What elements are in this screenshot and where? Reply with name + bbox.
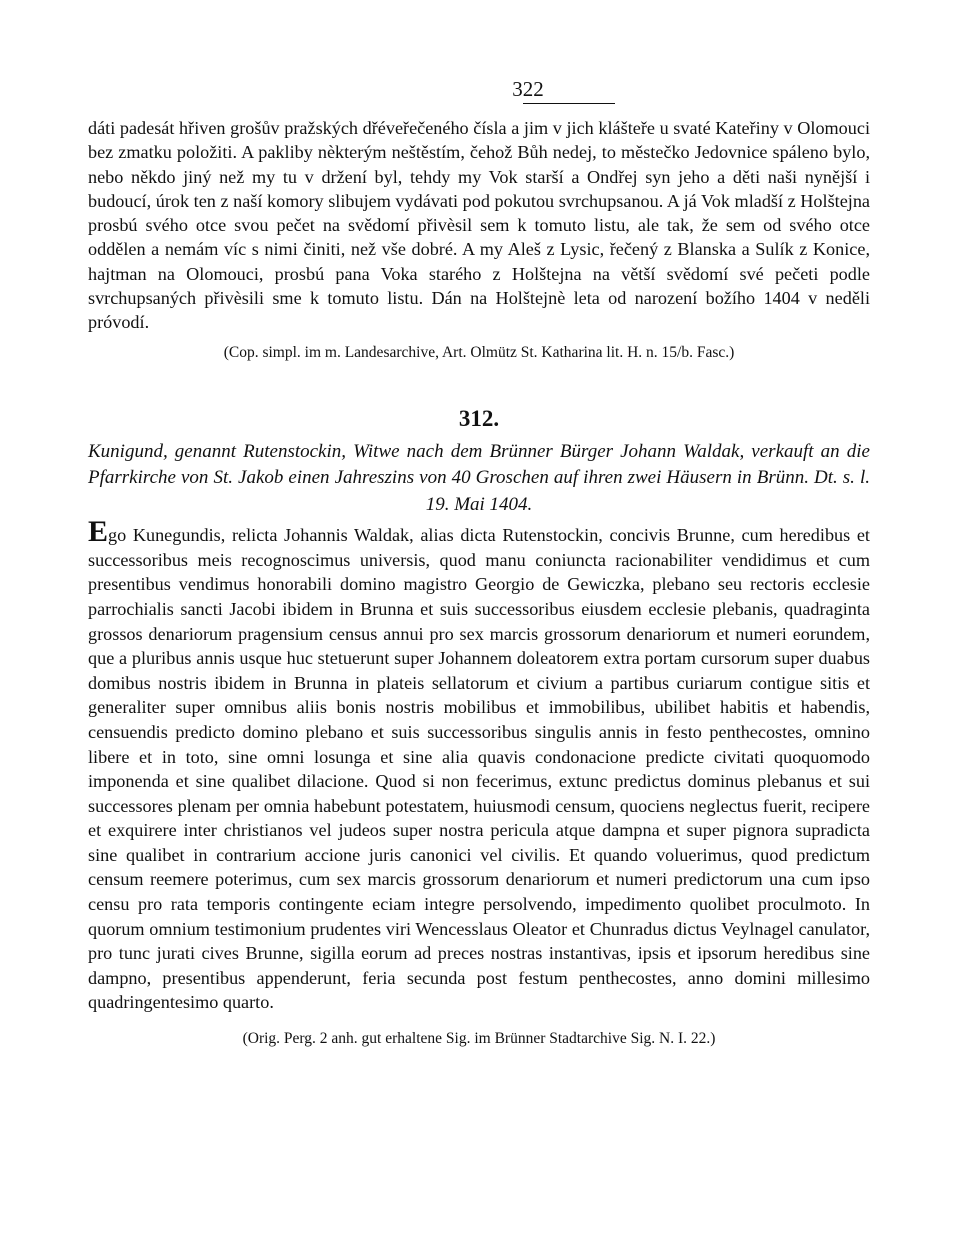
document-page xyxy=(88,76,870,1049)
page-number-rule xyxy=(523,103,615,104)
document-regest: Kunigund, genannt Rutenstockin, Witwe nach dem Brünner Bürger Johann Waldak, verkauft an die Pfarrkirche von St. Jakob einen Jahreszins von 40 Groschen auf ihren zwei Häusern in Brünn. Dt. s. l. 19. Mai 1404. xyxy=(88,440,870,515)
document-body xyxy=(88,515,870,1015)
document-number: 312. xyxy=(458,405,500,431)
document-body-text: go Kunegundis, relicta Johannis Waldak, alias dicta Rutenstockin, concivis Brunne, cum heredibus et successoribus meis recognoscimus universis, quod manu coniuncta racionabiliter vendidimus et cum presentibus vendimus honorabili domino magistro Georgio de Gewiczka, plebano seu rectoris ecclesie parrochialis sancti Jacobi ibidem in Brunna et suis successoribus eiusdem ecclesie plebanis, quadraginta grossos denariorum pragensium census annui pro sex marcis grossorum denariorum et numeri eorundem, que a pluribus annis usque huc stetuerunt super Johannem doleatorem extra portam cursorum super duabus domibus nostris ibidem in Brunna in plateis sellatorum et civium a partibus curiarum contigue sitis et generaliter super omnibus aliis bonis nostris mobilibus et immobilibus, ubilibet habitis et habendis, censuendis predicto domino plebano et suis successoribus singulis annis in festo penthecostes, omnino libere et in toto, sine omni losunga et sine alia quavis condonacione predicte civitati quoquomodo imponenda et sine qualibet dilacione. Quod si non fecerimus, extunc predictus dominus plebanus et sui successores plenam per omnia habebunt potestatem, huiusmodi censum, quociens neglectus fuerit, recipere et exquirere inter christianos vel judeos super nostra pericula atque dampna et super pignora supradicta sine qualibet in contrarium accione juris canonici vel civilis. Et quando voluerimus, quod predictum censum reemere poterimus, cum sex marcis grossorum denariorum et numeri predictorum una cum ipso censu pro rata temporis contingente eciam integre persolvendo, impedimento quolibet proculmoto. In quorum omnium testimonium prudentes viri Wencesslaus Oleator et Chunradus dictus Veylnagel canulator, pro tunc jurati cives Brunne, sigilla eorum ad preces nostras instantivas, ipsis et ipsorum heredibus sine dampno, presentibus appenderunt, feria secunda post festum penthecostes, anno domini millesimo quadringentesimo quarto. xyxy=(88,525,870,1013)
previous-document-text: dáti padesát hřiven grošův pražských dřéveřečeného čísla a jim v jich klášteře u svaté Kateřiny v Olomouci bez zmatku položiti. A pakliby nèkterým neštěstím, čehož Bůh nedej, to městečko Jedovnice spáleno bylo, nebo někdo jiný než my tu v držení byl, tehdy my Vok starší a Ondřej syn jeho a děti naši nynější i budoucí, úrok ten z naší komory slibujem vydávati pod pokutou svrchupsanou. A já Vok mladší z Holštejna prosbú svého otce svou pečet na svědomí přivèsil sem k tomuto listu, ale tak, že sem od svého otce oddělen a nemám víc s nimi činiti, než vše dobré. A my Aleš z Lysic, řečený z Blanska a Sulík z Konice, hajtman na Olomouci, prosbú pana Voka starého z Holštejna na větší svědomí své pečeti podle svrchupsaných přivèsili sme k tomuto listu. Dán na Holštejnè leta od narození božího 1404 v neděli próvodí. xyxy=(88,118,870,333)
page-number: 322 xyxy=(512,77,544,101)
previous-document-source: (Cop. simpl. im m. Landesarchive, Art. Olmütz St. Katharina lit. H. n. 15/b. Fasc.) xyxy=(223,343,735,361)
initial-letter: E xyxy=(88,515,109,549)
document-source: (Orig. Perg. 2 anh. gut erhaltene Sig. im Brünner Stadtarchive Sig. N. I. 22.) xyxy=(242,1030,716,1048)
